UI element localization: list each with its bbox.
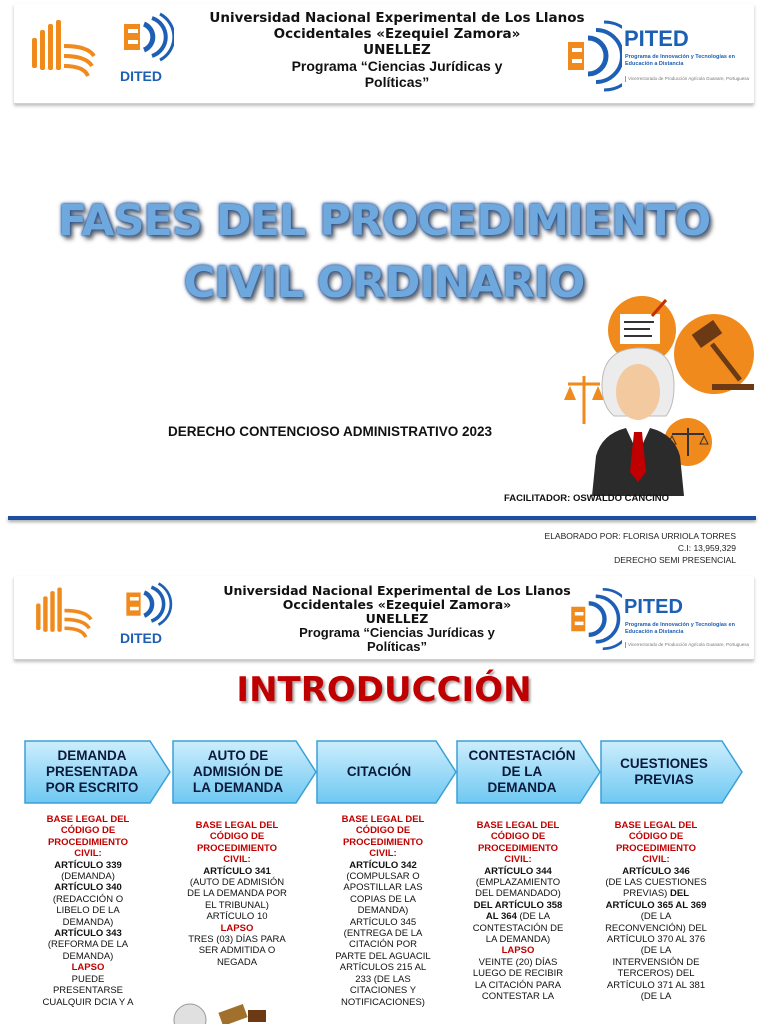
pited-label: PITED — [624, 596, 683, 618]
slide-header — [14, 576, 754, 660]
dited-label: DITED — [120, 630, 162, 646]
dited-logo-icon — [118, 580, 174, 630]
step-label: CUESTIONES PREVIAS — [620, 756, 708, 787]
judge-illustration-icon — [562, 296, 758, 496]
main-title: FASES DEL PROCEDIMIENTO CIVIL ORDINARIO — [57, 196, 711, 308]
institution-name: Universidad Nacional Experimental de Los Llanos Occidentales «Ezequiel Zamora» UNELLEZ Programa “Ciencias Jurídicas y Políticas” — [223, 583, 571, 654]
introduction-title: INTRODUCCIÓN — [236, 670, 532, 710]
pited-subtitle: Programa de Innovación y Tecnologías en Educación a Distancia — [625, 54, 735, 67]
slide-divider — [8, 516, 756, 520]
legal-basis-demanda: BASE LEGAL DEL CÓDIGO DE PROCEDIMIENTO CIVIL: ARTÍCULO 339 (DEMANDA) ARTÍCULO 340 (REDACCIÓN O LIBELO DE LA DEMANDA) ARTÍCULO 343 (REFORMA DE LA DEMANDA) LAPSO PUEDE PRESENTARSE CUALQUIR DCIA Y A — [42, 814, 134, 1008]
author-credits: ELABORADO POR: FLORISA URRIOLA TORRES C.I: 13,959,329 DERECHO SEMI PRESENCIAL — [544, 531, 736, 565]
facilitator: FACILITADOR: OSWALDO CANCINO — [504, 493, 670, 504]
step-auto-admision — [172, 740, 318, 804]
step-label: CITACIÓN — [346, 764, 412, 779]
step-label: CONTESTACIÓN DE LA DEMANDA — [468, 748, 576, 795]
legal-basis-auto-admision: BASE LEGAL DEL CÓDIGO DE PROCEDIMIENTO CIVIL: ARTÍCULO 341 (AUTO DE ADMISIÓN DE LA DEMANDA POR EL TRIBUNAL) ARTÍCULO 10 LAPSO TRES (03) DÍAS PARA SER ADMITIDA O NEGADA — [187, 820, 287, 968]
step-demanda — [24, 740, 172, 804]
pited-label: PITED — [624, 26, 689, 51]
university-logo-icon — [28, 584, 108, 646]
pited-subtitle-2: Vicerrectorado de Producción Agrícola Guanare, Portuguesa — [625, 642, 755, 648]
university-logo-icon — [28, 16, 108, 86]
pited-logo-icon — [566, 584, 622, 654]
introduction-slide — [0, 574, 768, 1024]
step-label: DEMANDA PRESENTADA POR ESCRITO — [45, 748, 139, 795]
legal-basis-contestacion: BASE LEGAL DEL CÓDIGO DE PROCEDIMIENTO CIVIL: ARTÍCULO 344 (EMPLAZAMIENTO DEL DEMANDADO) DEL ARTÍCULO 358 AL 364 (DE LA CONTESTACIÓN DE LA DEMANDA) LAPSO VEINTE (20) DÍAS LUEGO DE RECIBIR LA CITACIÓN PARA CONTESTAR LA — [472, 820, 564, 1003]
legal-basis-citacion: BASE LEGAL DEL CÓDIGO DE PROCEDIMIENTO CIVIL: ARTÍCULO 342 (COMPULSAR O APOSTILLAR LAS COPIAS DE LA DEMANDA) ARTÍCULO 345 (ENTREGA DE LA CITACIÓN POR PARTE DEL AGUACIL ARTÍCULOS 215 AL 233 (DE LAS CITACIONES Y NOTIFICACIONES) — [335, 814, 431, 1008]
institution-name: Universidad Nacional Experimental de Los Llanos Occidentales «Ezequiel Zamora» UNELLEZ Programa “Ciencias Jurídicas y Políticas” — [209, 10, 585, 90]
step-label: AUTO DE ADMISIÓN DE LA DEMANDA — [192, 748, 284, 795]
slide-header — [14, 4, 754, 104]
pited-subtitle: Programa de Innovación y Tecnologías en Educación a Distancia — [625, 622, 735, 635]
pited-logo-icon — [566, 16, 622, 96]
step-cuestiones-previas — [600, 740, 744, 804]
legal-basis-cuestiones-previas: BASE LEGAL DEL CÓDIGO DE PROCEDIMIENTO CIVIL: ARTÍCULO 346 (DE LAS CUESTIONES PREVIAS) DEL ARTÍCULO 365 AL 369 (DE LA RECONVENCIÓN) DEL ARTÍCULO 370 AL 376 (DE LA INTERVENSIÓN DE TERCEROS) DEL ARTÍCULO 371 AL 381 (DE LA — [605, 820, 707, 1003]
pited-subtitle-2: Vicerrectorado de Producción Agrícola Guanare, Portuguesa — [625, 76, 755, 82]
step-contestacion — [456, 740, 602, 804]
dited-label: DITED — [120, 68, 162, 84]
dited-logo-icon — [118, 10, 174, 66]
helmet-and-gavel-icon — [164, 994, 284, 1024]
step-citacion — [316, 740, 458, 804]
course-subject: DERECHO CONTENCIOSO ADMINISTRATIVO 2023 — [168, 424, 493, 439]
